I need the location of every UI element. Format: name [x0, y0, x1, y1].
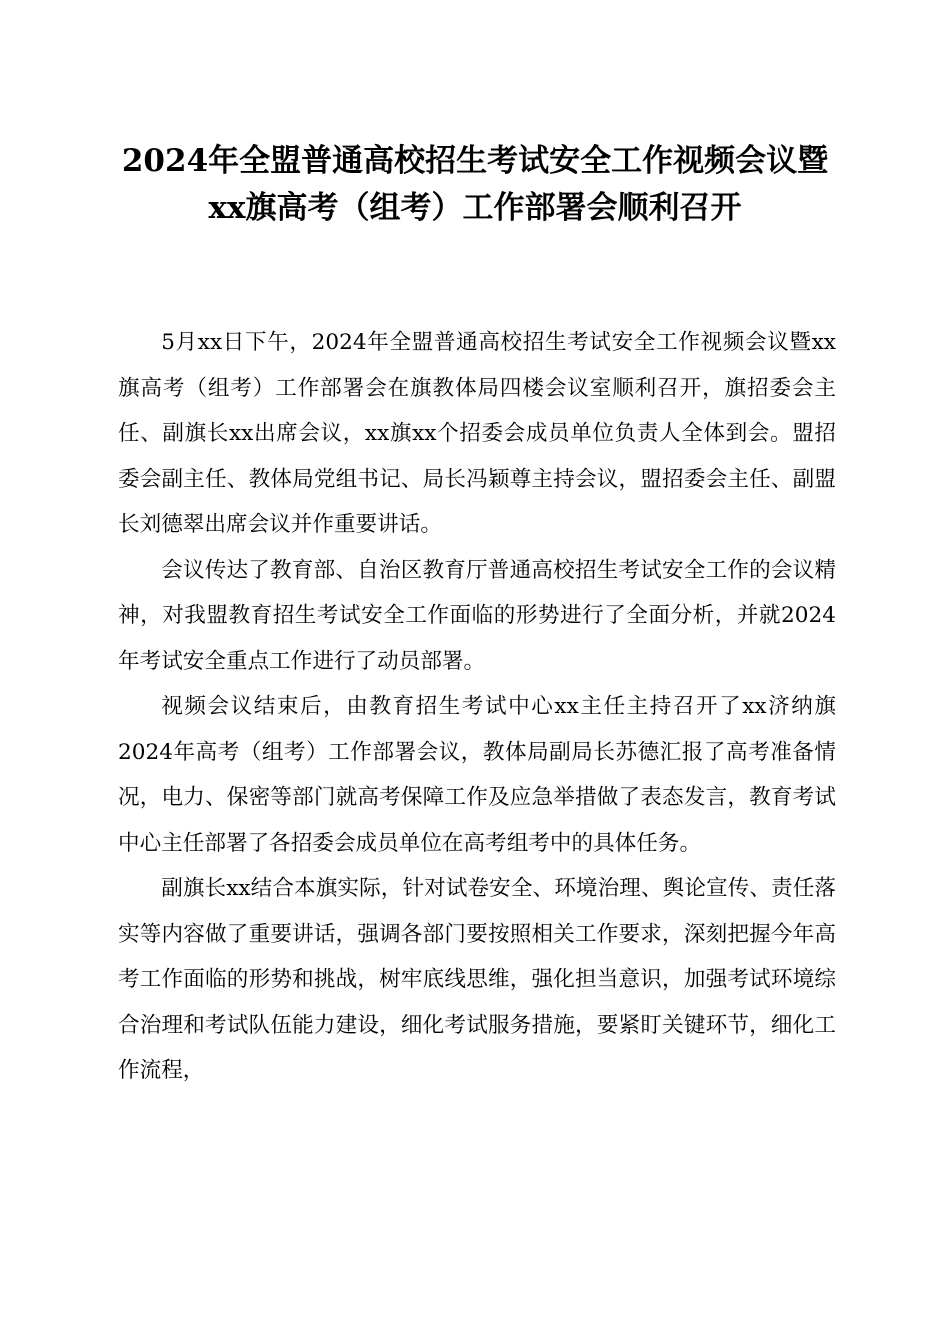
paragraph: 视频会议结束后，由教育招生考试中心xx主任主持召开了xx济纳旗2024年高考（组考）工作部署会议，教体局副局长苏德汇报了高考准备情况，电力、保密等部门就高考保障工作及应急举措做了表态发言，教育考试中心主任部署了各招委会成员单位在高考组考中的具体任务。	[118, 694, 836, 856]
paragraph: 会议传达了教育部、自治区教育厅普通高校招生考试安全工作的会议精神，对我盟教育招生考试安全工作面临的形势进行了全面分析，并就2024年考试安全重点工作进行了动员部署。	[118, 557, 836, 674]
document-body	[118, 320, 836, 1094]
page-title: 2024年全盟普通高校招生考试安全工作视频会议暨xx旗高考（组考）工作部署会顺利召开	[121, 143, 829, 226]
paragraph: 5月xx日下午，2024年全盟普通高校招生考试安全工作视频会议暨xx旗高考（组考）工作部署会在旗教体局四楼会议室顺利召开，旗招委会主任、副旗长xx出席会议，xx旗xx个招委会成员单位负责人全体到会。盟招委会副主任、教体局党组书记、局长冯颖尊主持会议，盟招委会主任、副盟长刘德翠出席会议并作重要讲话。	[118, 330, 836, 537]
paragraph: 副旗长xx结合本旗实际，针对试卷安全、环境治理、舆论宣传、责任落实等内容做了重要讲话，强调各部门要按照相关工作要求，深刻把握今年高考工作面临的形势和挑战，树牢底线思维，强化担当意识，加强考试环境综合治理和考试队伍能力建设，细化考试服务措施，要紧盯关键环节，细化工作流程，	[118, 876, 836, 1083]
